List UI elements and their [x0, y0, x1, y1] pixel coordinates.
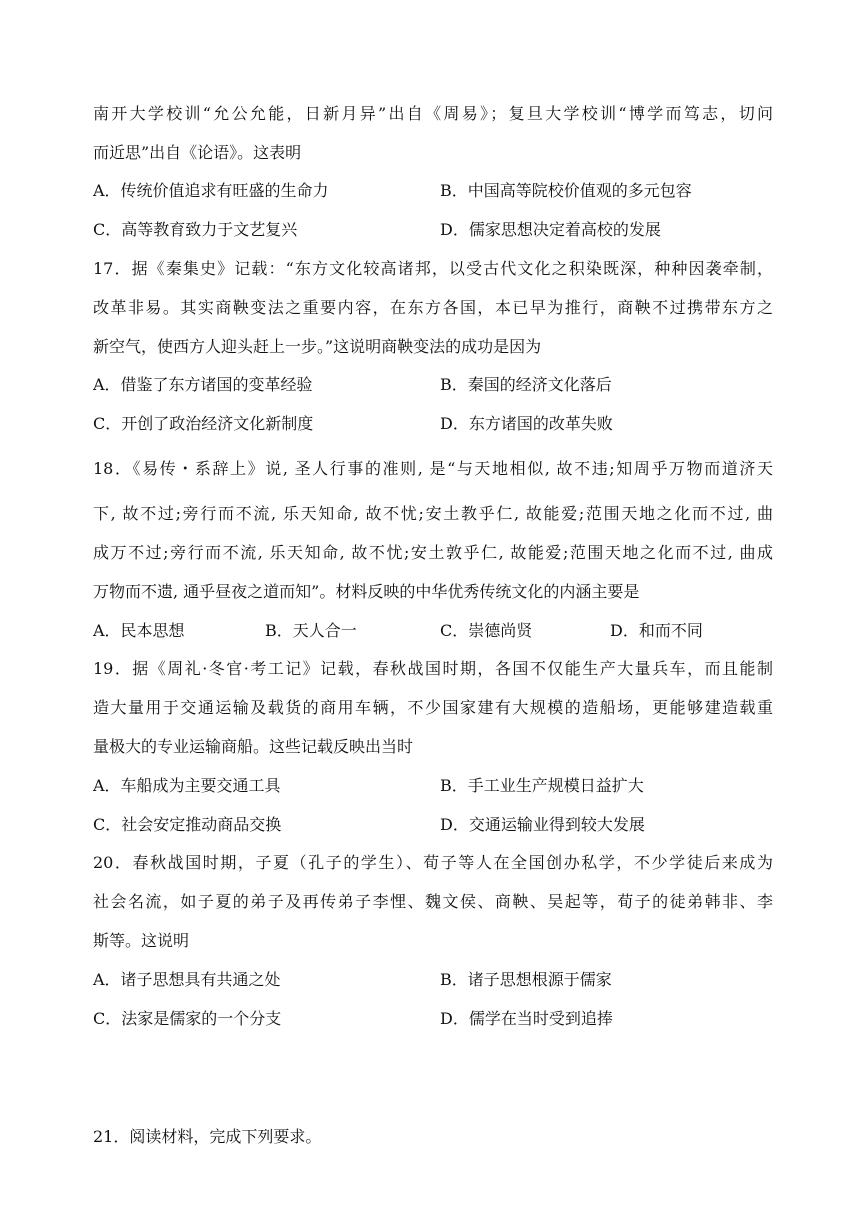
question-20-option-a: A．诸子思想具有共通之处 — [93, 970, 281, 989]
question-18-stem-line-3: 成万不过;旁行而不流, 乐天知命, 故不忧;安土敦乎仁, 故能爱;范围天地之化而不过, 曲成 — [93, 543, 773, 562]
question-19-option-d: D．交通运输业得到较大发展 — [440, 815, 645, 834]
question-20-stem-line-1: 20．春秋战国时期，子夏（孔子的学生）、荀子等人在全国创办私学，不少学徒后来成为 — [93, 853, 773, 872]
question-16-stem-line-1: 南开大学校训“允公允能，日新月异”出自《周易》；复旦大学校训“博学而笃志，切问 — [93, 104, 773, 123]
question-17-option-b: B．秦国的经济文化落后 — [440, 375, 612, 394]
question-19-stem-line-2: 造大量用于交通运输及载货的商用车辆，不少国家建有大规模的造船场，更能够建造载重 — [93, 698, 773, 717]
question-16-stem-line-2: 而近思”出自《论语》。这表明 — [93, 143, 302, 162]
question-19-stem-line-1: 19．据《周礼·冬官·考工记》记载，春秋战国时期，各国不仅能生产大量兵车，而且能制 — [93, 659, 773, 678]
question-19-option-b: B．手工业生产规模日益扩大 — [440, 776, 644, 795]
question-20-option-d: D．儒学在当时受到追捧 — [440, 1009, 613, 1028]
question-17-option-d: D．东方诸国的改革失败 — [440, 414, 613, 433]
question-19-option-c: C．社会安定推动商品交换 — [93, 815, 282, 834]
question-18-stem-line-4: 万物而不遗, 通乎昼夜之道而知”。材料反映的中华优秀传统文化的内涵主要是 — [93, 582, 640, 601]
question-20-option-c: C．法家是儒家的一个分支 — [93, 1009, 282, 1028]
question-16-option-d: D．儒家思想决定着高校的发展 — [440, 220, 661, 239]
question-17-stem-line-2: 改革非易。其实商鞅变法之重要内容，在东方各国，本已早为推行，商鞅不过携带东方之 — [93, 298, 773, 317]
question-16-option-b: B．中国高等院校价值观的多元包容 — [440, 181, 692, 200]
question-20-stem-line-2: 社会名流，如子夏的弟子及再传弟子李悝、魏文侯、商鞅、吴起等，荀子的徒弟韩非、李 — [93, 892, 773, 911]
question-16-option-c: C．高等教育致力于文艺复兴 — [93, 220, 298, 239]
question-21-stem: 21．阅读材料，完成下列要求。 — [93, 1127, 322, 1146]
question-16-option-a: A．传统价值追求有旺盛的生命力 — [93, 181, 329, 200]
question-17-option-a: A．借鉴了东方诸国的变革经验 — [93, 375, 313, 394]
question-17-stem-line-1: 17．据《秦集史》记载：“东方文化较高诸邦，以受古代文化之积染既深，种种因袭牵制， — [93, 259, 773, 278]
question-18-stem-line-1: 18．《易传・系辞上》说, 圣人行事的准则, 是“与天地相似, 故不违;知周乎万物而道济天 — [93, 459, 773, 478]
question-18-option-b: B．天人合一 — [265, 621, 357, 640]
question-18-option-d: D．和而不同 — [610, 621, 703, 640]
question-18-option-a: A．民本思想 — [93, 621, 185, 640]
question-20-option-b: B．诸子思想根源于儒家 — [440, 970, 612, 989]
question-19-stem-line-3: 量极大的专业运输商船。这些记载反映出当时 — [93, 737, 414, 756]
question-19-option-a: A．车船成为主要交通工具 — [93, 776, 281, 795]
question-18-stem-line-2: 下, 故不过;旁行而不流, 乐天知命, 故不忧;安土教乎仁, 故能爱;范围天地之化而不过, 曲 — [93, 504, 773, 523]
question-17-option-c: C．开创了政治经济文化新制度 — [93, 414, 314, 433]
question-17-stem-line-3: 新空气，使西方人迎头赶上一步。”这说明商鞅变法的成功是因为 — [93, 337, 542, 356]
question-18-option-c: C．崇德尚贤 — [440, 621, 533, 640]
question-20-stem-line-3: 斯等。这说明 — [93, 931, 190, 950]
